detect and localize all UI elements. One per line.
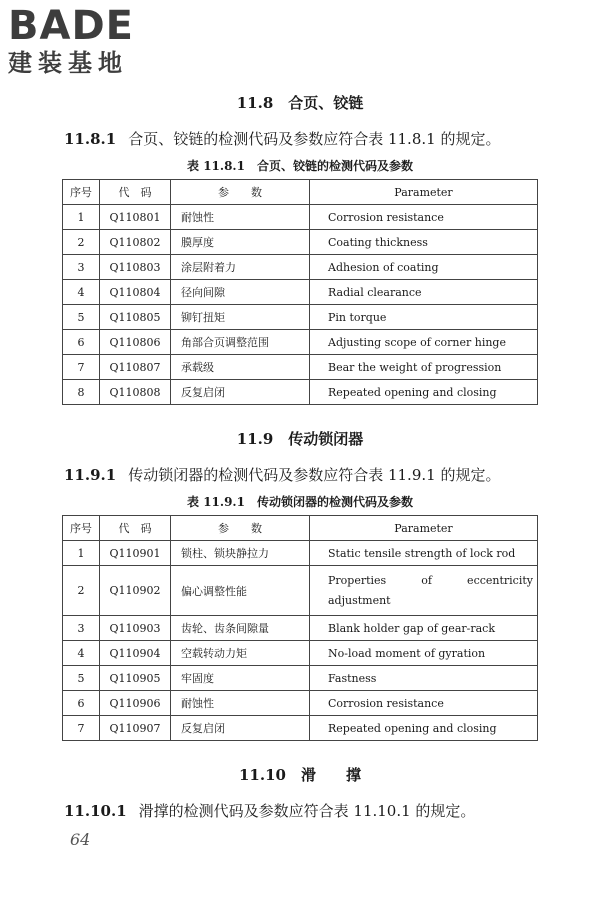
cell-no: 6 [63, 691, 100, 716]
cell-no: 5 [63, 305, 100, 330]
cell-code: Q110807 [100, 355, 171, 380]
cell-code: Q110904 [100, 641, 171, 666]
table-row [63, 330, 538, 355]
cell-code: Q110902 [100, 566, 171, 616]
cell-parameter-cn: 角部合页调整范围 [171, 330, 310, 355]
cell-code: Q110903 [100, 616, 171, 641]
table-row [63, 280, 538, 305]
header-parameter-en: Parameter [310, 516, 538, 541]
cell-code: Q110805 [100, 305, 171, 330]
cell-parameter-cn: 涂层附着力 [171, 255, 310, 280]
table-row [63, 716, 538, 741]
cell-no: 5 [63, 666, 100, 691]
cell-no: 1 [63, 205, 100, 230]
header-no: 序号 [63, 516, 100, 541]
cell-parameter-cn: 耐蚀性 [171, 205, 310, 230]
cell-parameter-en: Repeated opening and closing [310, 716, 538, 741]
clause-11-8-1 [64, 128, 584, 149]
cell-parameter-cn: 膜厚度 [171, 230, 310, 255]
header-parameter-cn: 参 数 [171, 516, 310, 541]
cell-no: 6 [63, 330, 100, 355]
cell-code: Q110804 [100, 280, 171, 305]
cell-no: 4 [63, 280, 100, 305]
table-row [63, 205, 538, 230]
table-row [63, 566, 538, 616]
brand-logo [8, 4, 178, 78]
cell-parameter-en: Radial clearance [310, 280, 538, 305]
table-row [63, 305, 538, 330]
table-header-row [63, 180, 538, 205]
cell-no: 2 [63, 230, 100, 255]
table-row [63, 380, 538, 405]
cell-parameter-cn: 径向间隙 [171, 280, 310, 305]
cell-code: Q110808 [100, 380, 171, 405]
header-no: 序号 [63, 180, 100, 205]
cell-parameter-en: Blank holder gap of gear-rack [310, 616, 538, 641]
section-heading-11-10: 11.10 滑 撑 [239, 766, 361, 784]
header-code: 代 码 [100, 516, 171, 541]
cell-code: Q110803 [100, 255, 171, 280]
header-parameter-cn: 参 数 [171, 180, 310, 205]
clause-number: 11.9.1 [64, 466, 117, 484]
cell-parameter-en: Coating thickness [310, 230, 538, 255]
table-11-8-1 [62, 179, 538, 405]
section-heading-11-9: 11.9 传动锁闭器 [236, 430, 364, 448]
cell-parameter-en: Properties of eccentricity adjustment [310, 566, 538, 616]
cell-parameter-en: Adjusting scope of corner hinge [310, 330, 538, 355]
cell-code: Q110907 [100, 716, 171, 741]
cell-parameter-en: Bear the weight of progression [310, 355, 538, 380]
cell-parameter-en: Corrosion resistance [310, 691, 538, 716]
cell-parameter-cn: 承载级 [171, 355, 310, 380]
table-row [63, 691, 538, 716]
table-row [63, 255, 538, 280]
cell-parameter-en: Adhesion of coating [310, 255, 538, 280]
cell-parameter-cn: 锁柱、锁块静拉力 [171, 541, 310, 566]
logo-subtitle: 建装基地 [8, 49, 128, 77]
cell-no: 4 [63, 641, 100, 666]
clause-text: 滑撑的检测代码及参数应符合表 11.10.1 的规定。 [138, 802, 476, 820]
cell-parameter-cn: 反复启闭 [171, 380, 310, 405]
cell-parameter-cn: 牢固度 [171, 666, 310, 691]
cell-code: Q110905 [100, 666, 171, 691]
cell-no: 7 [63, 716, 100, 741]
clause-11-10-1 [64, 800, 584, 821]
table-row [63, 230, 538, 255]
cell-parameter-en: Repeated opening and closing [310, 380, 538, 405]
cell-parameter-cn: 空载转动力矩 [171, 641, 310, 666]
header-code: 代 码 [100, 180, 171, 205]
table-row [63, 641, 538, 666]
logo-brand-text: BADE [8, 3, 134, 49]
cell-parameter-cn: 耐蚀性 [171, 691, 310, 716]
table-row [63, 616, 538, 641]
cell-parameter-cn: 铆钉扭矩 [171, 305, 310, 330]
cell-no: 7 [63, 355, 100, 380]
cell-parameter-cn: 反复启闭 [171, 716, 310, 741]
cell-code: Q110906 [100, 691, 171, 716]
cell-code: Q110901 [100, 541, 171, 566]
table-caption-11-9-1: 表 11.9.1 传动锁闭器的检测代码及参数 [187, 495, 413, 509]
cell-parameter-en: Pin torque [310, 305, 538, 330]
clause-11-9-1 [64, 464, 584, 485]
cell-parameter-cn: 齿轮、齿条间隙量 [171, 616, 310, 641]
cell-code: Q110802 [100, 230, 171, 255]
section-heading-11-8: 11.8 合页、铰链 [236, 94, 364, 112]
cell-no: 3 [63, 255, 100, 280]
table-caption-11-8-1: 表 11.8.1 合页、铰链的检测代码及参数 [187, 159, 413, 173]
table-header-row [63, 516, 538, 541]
cell-no: 2 [63, 566, 100, 616]
clause-text: 传动锁闭器的检测代码及参数应符合表 11.9.1 的规定。 [128, 466, 501, 484]
cell-code: Q110801 [100, 205, 171, 230]
page-number: 64 [70, 830, 91, 849]
table-row [63, 666, 538, 691]
cell-parameter-cn: 偏心调整性能 [171, 566, 310, 616]
clause-number: 11.10.1 [64, 802, 127, 820]
clause-text: 合页、铰链的检测代码及参数应符合表 11.8.1 的规定。 [128, 130, 501, 148]
cell-parameter-en: Static tensile strength of lock rod [310, 541, 538, 566]
table-11-9-1 [62, 515, 538, 741]
table-row [63, 541, 538, 566]
cell-no: 1 [63, 541, 100, 566]
cell-parameter-en: Fastness [310, 666, 538, 691]
cell-parameter-en: No-load moment of gyration [310, 641, 538, 666]
clause-number: 11.8.1 [64, 130, 117, 148]
cell-no: 3 [63, 616, 100, 641]
table-row [63, 355, 538, 380]
cell-code: Q110806 [100, 330, 171, 355]
header-parameter-en: Parameter [310, 180, 538, 205]
cell-no: 8 [63, 380, 100, 405]
cell-parameter-en: Corrosion resistance [310, 205, 538, 230]
